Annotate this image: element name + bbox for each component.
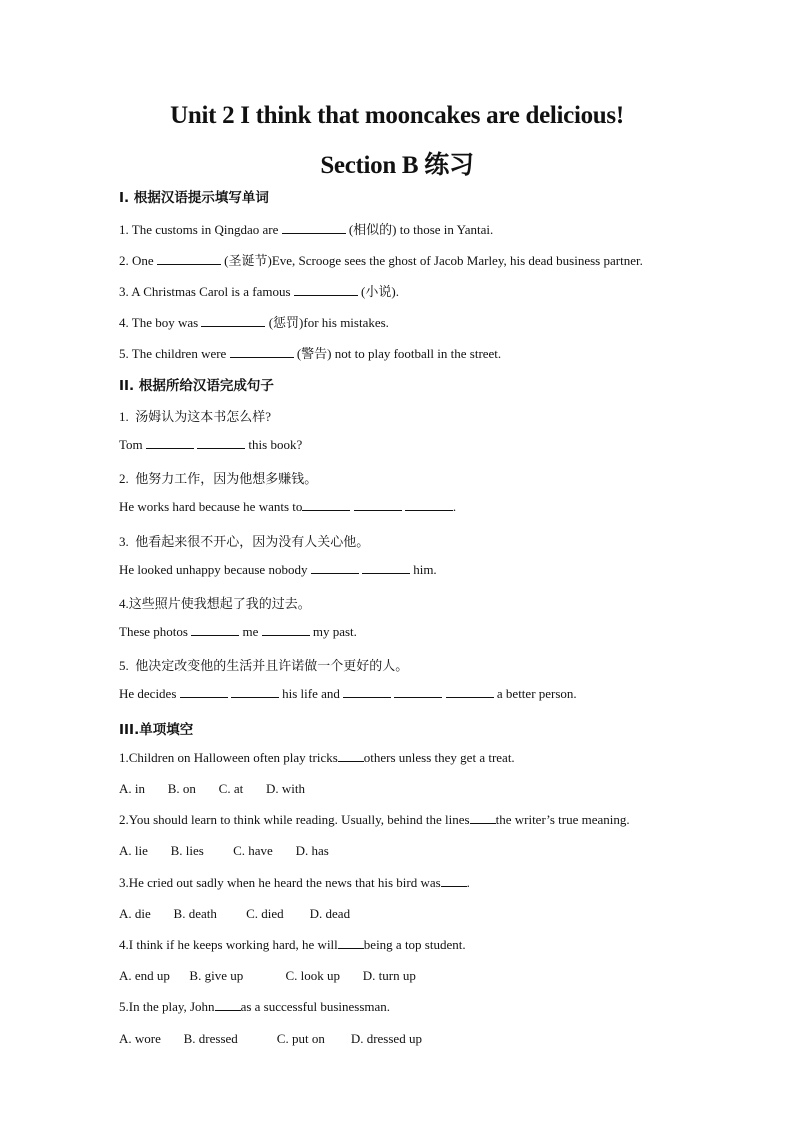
answer-blank[interactable] [282,223,346,234]
answer-blank[interactable] [302,500,350,511]
answer-blank[interactable] [157,254,221,265]
answer-blank[interactable] [470,813,496,824]
s2-q4-chinese: 4.这些照片使我想起了我的过去。 [119,596,311,611]
s2-q5-sentence: He decides his life and a better person. [119,686,577,701]
answer-blank[interactable] [394,687,442,698]
s3-q2-question: 2.You should learn to think while reading. Usually, behind the lines the writer’s true meaning. [119,812,630,827]
answer-blank[interactable] [441,876,467,887]
answer-blank[interactable] [215,1000,241,1011]
s3-q5-question: 5.In the play, John as a successful businessman. [119,999,391,1014]
answer-blank[interactable] [294,285,358,296]
s3-q4-question: 4.I think if he keeps working hard, he will being a top student. [119,937,466,952]
answer-blank[interactable] [191,625,239,636]
s1-item-4: 4. The boy was (惩罚)for his mistakes. [119,315,389,330]
page-subtitle: Section B 练习 [320,152,474,179]
s2-q4-sentence: These photos me my past. [119,624,357,639]
s3-q5-options: A. wore B. dressed C. put on D. dressed up [119,1031,422,1046]
s3-q4-options: A. end up B. give up C. look up D. turn up [119,968,416,983]
s3-q3-question: 3.He cried out sadly when he heard the news that his bird was . [119,875,470,890]
section-2-heading: II. 根据所给汉语完成句子 [119,378,274,394]
answer-blank[interactable] [180,687,228,698]
answer-blank[interactable] [231,687,279,698]
answer-blank[interactable] [262,625,310,636]
answer-blank[interactable] [201,316,265,327]
s2-q3-sentence: He looked unhappy because nobody him. [119,562,437,577]
s3-q1-question: 1.Children on Halloween often play tricks others unless they get a treat. [119,750,515,765]
s2-q3-chinese: 3. 他看起来很不开心，因为没有人关心他。 [119,534,370,549]
answer-blank[interactable] [405,500,453,511]
answer-blank[interactable] [146,438,194,449]
s1-item-1: 1. The customs in Qingdao are (相似的) to those in Yantai. [119,222,494,237]
answer-blank[interactable] [197,438,245,449]
answer-blank[interactable] [362,563,410,574]
s2-q1-sentence: Tom this book? [119,437,303,452]
s3-q2-options: A. lie B. lies C. have D. has [119,843,329,858]
s2-q2-sentence: He works hard because he wants to . [119,499,457,514]
s3-q3-options: A. die B. death C. died D. dead [119,906,351,921]
s2-q5-chinese: 5. 他决定改变他的生活并且许诺做一个更好的人。 [119,658,409,673]
answer-blank[interactable] [446,687,494,698]
s2-q1-chinese: 1. 汤姆认为这本书怎么样? [119,409,272,424]
page-title: Unit 2 I think that mooncakes are delicious! [170,102,624,129]
answer-blank[interactable] [338,938,364,949]
s1-item-2: 2. One (圣诞节)Eve, Scrooge sees the ghost of Jacob Marley, his dead business partner. [119,253,643,268]
answer-blank[interactable] [343,687,391,698]
answer-blank[interactable] [354,500,402,511]
answer-blank[interactable] [338,751,364,762]
section-3-heading: III.单项填空 [119,722,194,738]
s3-q1-options: A. in B. on C. at D. with [119,781,305,796]
s1-item-3: 3. A Christmas Carol is a famous (小说). [119,284,399,299]
section-1-heading: I. 根据汉语提示填写单词 [119,190,269,206]
s2-q2-chinese: 2. 他努力工作，因为他想多赚钱。 [119,471,318,486]
answer-blank[interactable] [230,347,294,358]
s1-item-5: 5. The children were (警告) not to play football in the street. [119,346,502,361]
answer-blank[interactable] [311,563,359,574]
